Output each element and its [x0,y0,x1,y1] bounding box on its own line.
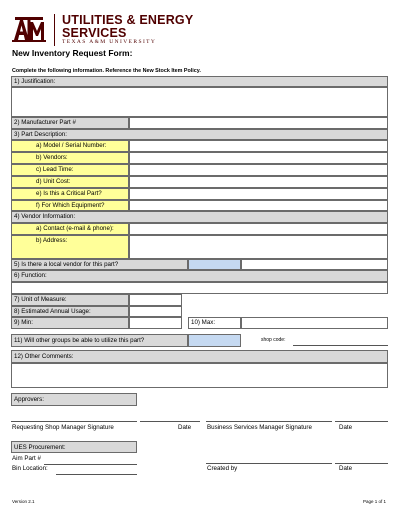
created-by-label: Created by [207,465,238,472]
annual-usage-label: 8) Estimated Annual Usage: [11,306,129,317]
logo-title-line1: UTILITIES & ENERGY [62,13,194,28]
annual-usage-field[interactable] [129,306,182,317]
other-comments-label: 12) Other Comments: [11,350,388,363]
logo-subtitle: TEXAS A&M UNIVERSITY [62,39,157,46]
min-field[interactable] [129,317,182,329]
other-groups-label: 11) Will other groups be able to utilize this part? [11,334,188,347]
vendor-contact-field[interactable] [129,223,388,235]
bin-location-line[interactable] [56,474,137,475]
unit-measure-label: 7) Unit of Measure: [11,294,129,306]
other-groups-field[interactable] [188,334,241,347]
atm-logo-icon [12,16,46,44]
other-comments-field[interactable] [11,363,388,388]
critical-part-label: e) Is this a Critical Part? [11,188,129,200]
vendor-info-label: 4) Vendor Information: [11,211,388,223]
manufacturer-part-label: 2) Manufacturer Part # [11,117,129,129]
local-vendor-blank [241,259,388,270]
unit-measure-field[interactable] [129,294,182,306]
max-label: 10) Max: [188,317,241,329]
approvers-label: Approvers: [11,393,137,406]
procurement-date-line[interactable] [335,463,388,464]
date2-line[interactable] [335,421,388,422]
date1-label: Date [178,424,192,431]
logo-title-line2: SERVICES [62,25,127,40]
logo-wordmark [54,14,193,46]
part-description-label: 3) Part Description: [11,129,388,140]
lead-time-label: c) Lead Time: [11,164,129,176]
manufacturer-part-field[interactable] [129,117,388,129]
local-vendor-field[interactable] [188,259,241,270]
vendor-contact-label: a) Contact (e-mail & phone): [11,223,129,235]
date1-line[interactable] [140,421,200,422]
instructions: Complete the following information. Reference the New Stock Item Policy. [12,68,201,74]
bsm-sig-line[interactable] [206,421,332,422]
req-shop-sig-line[interactable] [11,421,137,422]
model-serial-field[interactable] [129,140,388,152]
req-shop-sig-label: Requesting Shop Manager Signature [12,424,114,431]
unit-cost-label: d) Unit Cost: [11,176,129,188]
critical-part-field[interactable] [129,188,388,200]
ues-procurement-label: UES Procurement: [11,441,137,453]
unit-cost-field[interactable] [129,176,388,188]
lead-time-field[interactable] [129,164,388,176]
local-vendor-label: 5) Is there a local vendor for this part? [11,259,188,270]
aim-part-line[interactable] [44,464,137,465]
justification-label: 1) Justification: [11,76,388,87]
min-label: 9) Min: [11,317,129,329]
model-serial-label: a) Model / Serial Number: [11,140,129,152]
vendors-label: b) Vendors: [11,152,129,164]
aim-part-label: Aim Part # [12,455,41,462]
shop-code-label: shop code: [261,337,286,343]
page-number: Page 1 of 1 [363,499,387,504]
tamu-ues-logo [12,13,194,46]
form-title: New Inventory Request Form: [12,48,133,58]
bsm-sig-label: Business Services Manager Signature [207,424,312,431]
procurement-date-label: Date [339,465,353,472]
vendor-address-field[interactable] [129,235,388,259]
which-equipment-field[interactable] [129,200,388,211]
shop-code-line[interactable] [293,345,388,346]
bin-location-label: Bin Location: [12,465,48,472]
created-by-line[interactable] [206,463,332,464]
which-equipment-label: f) For Which Equipment? [11,200,129,211]
date2-label: Date [339,424,353,431]
justification-field[interactable] [11,87,388,117]
function-field[interactable] [11,282,388,294]
version-label: Version 2.1 [12,499,35,504]
max-field[interactable] [241,317,388,329]
vendors-field[interactable] [129,152,388,164]
function-label: 6) Function: [11,270,388,282]
vendor-address-label: b) Address: [11,235,129,259]
